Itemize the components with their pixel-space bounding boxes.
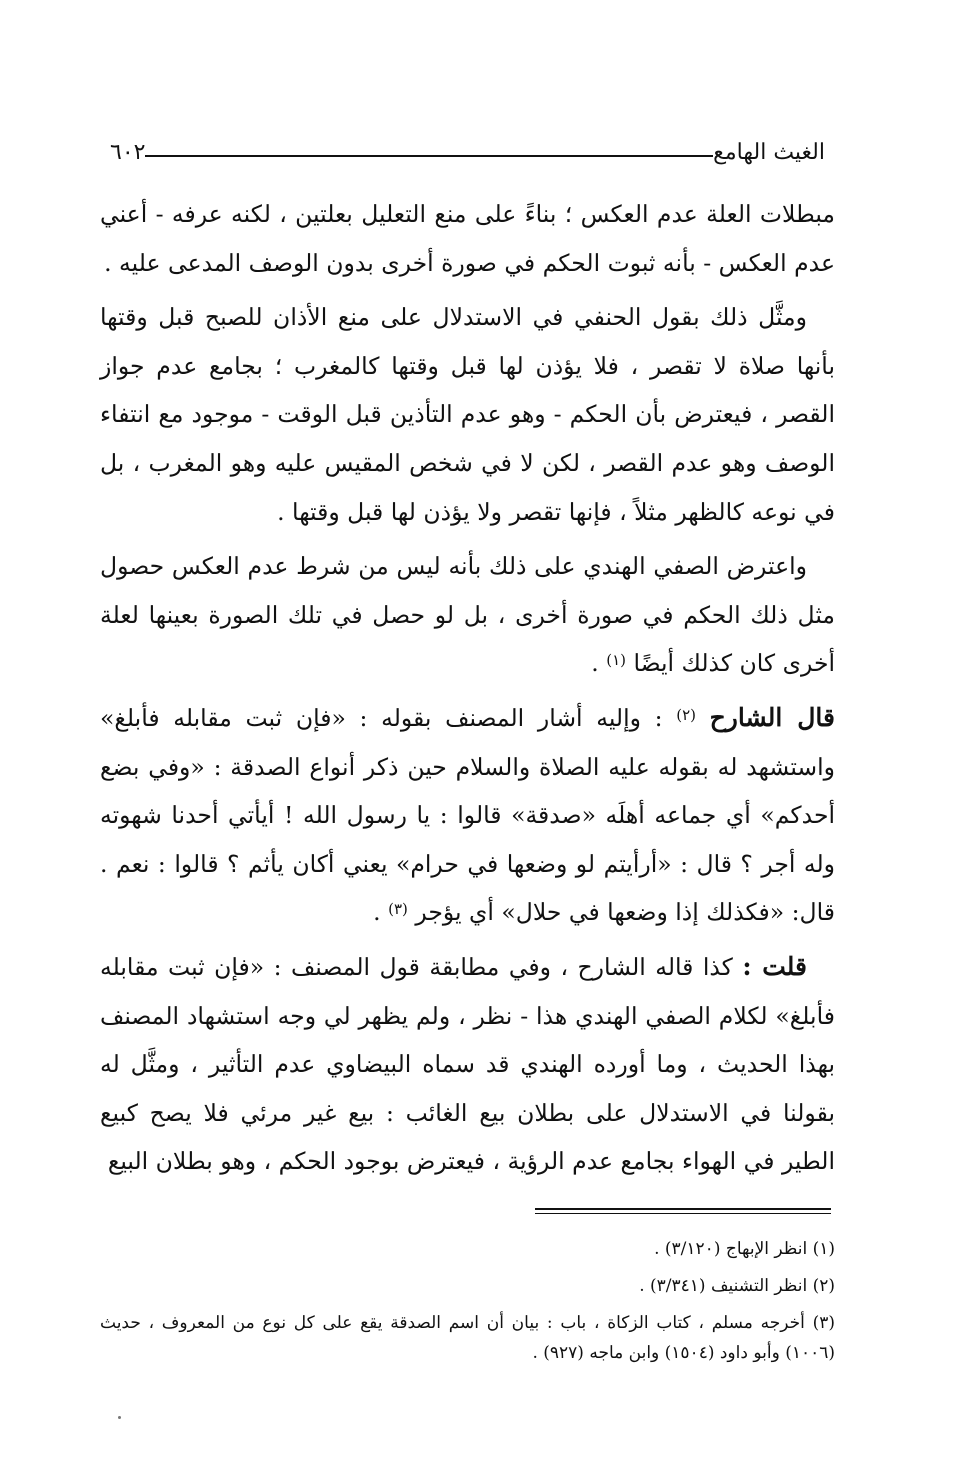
- paragraph-text: ومثَّل ذلك بقول الحنفي في الاستدلال على منع الأذان للصبح قبل وقتها بأنها صلاة لا تقصر ، فلا يؤذن لها قبل وقتها كالمغرب ؛ بجامع عدم جواز القصر ، فيعترض بأن الحكم - وهو عدم التأذين قبل الوقت - موجود مع انتفاء الوصف وهو عدم القصر ، لكن لا في شخص المقيس عليه وهو المغرب ، بل في نوعه كالظهر مثلاً ، فإنها تقصر ولا يؤذن لها قبل وقتها .: [100, 303, 835, 526]
- paragraph-text: كذا قاله الشارح ، وفي مطابقة قول المصنف : «فإن ثبت مقابله فأبلغ» لكلام الصفي الهندي هذا - نظر ، ولم يظهر لي وجه استشهاد المصنف بهذا الحديث ، وما أورده الهندي قد سماه البيضاوي عدم التأثير ، ومثَّل له بقولنا في الاستدلال على بطلان بيع الغائب : بيع غير مرئي فلا يصح كبيع الطير في الهواء بجامع عدم الرؤية ، فيعترض بوجود الحكم ، وهو بطلان البيع: [100, 952, 835, 1176]
- paragraph-tail: .: [591, 649, 607, 678]
- paragraph-lead: قال الشارح: [709, 702, 835, 732]
- paragraph-1: [100, 190, 835, 287]
- footnote-separator: [535, 1208, 831, 1214]
- main-text: [100, 190, 835, 1192]
- scan-speck: [118, 1416, 121, 1419]
- paragraph-4: [100, 694, 835, 937]
- paragraph-text: واعترض الصفي الهندي على ذلك بأنه ليس من شرط عدم العكس حصول مثل ذلك الحكم في صورة أخرى ، بل لو حصل في تلك الصورة بعينها لعلة أخرى كان كذلك أيضًا: [100, 552, 835, 678]
- footnotes: [100, 1234, 835, 1375]
- paragraph-5: [100, 943, 835, 1186]
- paragraph-text: : وإليه أشار المصنف بقوله : «فإن ثبت مقابله فأبلغ» واستشهد له بقوله عليه الصلاة والسلام حين ذكر أنواع الصدقة : «وفي بضع أحدكم» أي جماعه أهلَه «صدقة» قالوا : يا رسول الله ! أيأتي أحدنا شهوته وله أجر ؟ قال : «أرأيتم لو وضعها في حرام» يعني أكان يأثم ؟ قالوا : نعم . قال: «فكذلك إذا وضعها في حلال» أي يؤجر: [100, 703, 835, 927]
- footnote-ref-3[interactable]: (٣): [388, 900, 408, 919]
- footnote-2: (٢) انظر التشنيف (٣/٣٤١) .: [639, 1276, 835, 1296]
- paragraph-tail: .: [373, 898, 389, 927]
- paragraph-3: [100, 542, 835, 688]
- paragraph-text: مبطلات العلة عدم العكس ؛ بناءً على منع التعليل بعلتين ، لكنه عرفه - أعني عدم العكس - بأنه ثبوت الحكم في صورة أخرى بدون الوصف المدعى عليه .: [100, 200, 835, 277]
- footnote-ref-1[interactable]: (١): [606, 651, 626, 670]
- paragraph-lead: قلت :: [742, 951, 807, 981]
- running-header: [100, 132, 835, 172]
- book-title: الغيث الهامع: [713, 139, 825, 165]
- header-rule: [145, 155, 713, 157]
- paragraph-2: [100, 293, 835, 536]
- footnote-1: (١) انظر الإبهاج (٣/١٢٠) .: [654, 1239, 835, 1259]
- footnote-3: (٣) أخرجه مسلم ، كتاب الزكاة ، باب : بيان أن اسم الصدقة يقع على كل نوع من المعروف ، حديث (١٠٠٦) وأبو داود (١٥٠٤) وابن ماجه (٩٢٧) .: [100, 1313, 835, 1363]
- footnote-ref-2[interactable]: (٢): [676, 705, 696, 724]
- page-number: ٦٠٢: [110, 139, 146, 165]
